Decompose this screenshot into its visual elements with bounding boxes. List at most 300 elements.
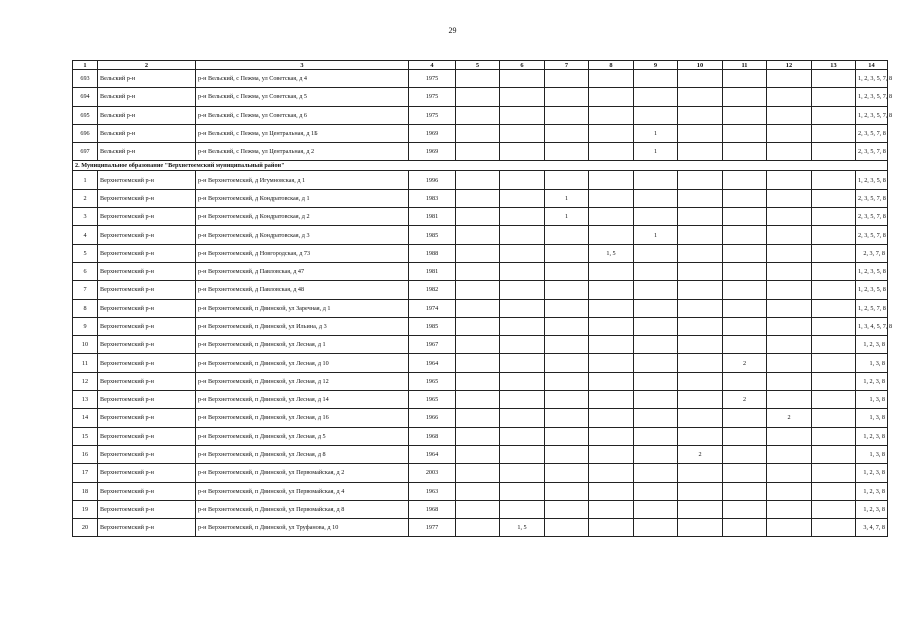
table-cell-col-13 [812,500,856,518]
table-cell-col-1: 16 [73,445,98,463]
table-cell-col-10 [678,500,723,518]
table-cell-col-11 [723,372,767,390]
column-header-1: 1 [73,61,98,70]
table-cell-col-10 [678,317,723,335]
table-cell-col-6 [500,208,545,226]
table-cell-col-13 [812,244,856,262]
table-cell-col-3: р-н Верхнетоемский, п Двинской, ул Лесная, д 12 [196,372,409,390]
table-cell-col-10 [678,106,723,124]
table-cell-col-11 [723,189,767,207]
table-cell-col-7 [545,336,589,354]
table-row [73,70,888,88]
table-row [73,391,888,409]
table-cell-col-6 [500,189,545,207]
column-header-13: 13 [812,61,856,70]
table-cell-col-10 [678,171,723,189]
table-cell-col-8 [589,208,634,226]
table-cell-col-2: Верхнетоемский р-н [98,281,196,299]
table-cell-col-5 [456,500,500,518]
table-cell-col-1: 7 [73,281,98,299]
table-cell-col-12: 2 [767,409,812,427]
table-cell-col-14: 1, 2, 3, 8 [856,500,888,518]
table-cell-col-2: Верхнетоемский р-н [98,208,196,226]
table-cell-col-3: р-н Верхнетоемский, д Игумновская, д 1 [196,171,409,189]
table-cell-col-3: р-н Верхнетоемский, п Двинской, ул Лесная, д 16 [196,409,409,427]
table-row [73,106,888,124]
table-cell-col-6 [500,281,545,299]
table-cell-col-5 [456,519,500,537]
table-cell-col-4: 1996 [409,171,456,189]
table-cell-col-8 [589,464,634,482]
table-cell-col-4: 1983 [409,189,456,207]
table-cell-col-5 [456,372,500,390]
table-cell-col-4: 1985 [409,317,456,335]
table-cell-col-11 [723,208,767,226]
table-cell-col-6 [500,70,545,88]
table-cell-col-12 [767,372,812,390]
table-cell-col-10 [678,281,723,299]
table-cell-col-5 [456,226,500,244]
table-cell-col-9 [634,70,678,88]
table-cell-col-5 [456,299,500,317]
table-cell-col-11 [723,244,767,262]
table-cell-col-4: 1981 [409,208,456,226]
table-cell-col-9 [634,336,678,354]
table-cell-col-5 [456,281,500,299]
table-cell-col-3: р-н Верхнетоемский, п Двинской, ул Первомайская, д 2 [196,464,409,482]
table-cell-col-12 [767,445,812,463]
table-cell-col-10 [678,208,723,226]
table-cell-col-11 [723,500,767,518]
table-cell-col-4: 1969 [409,143,456,161]
table-cell-col-10 [678,336,723,354]
table-cell-col-4: 1964 [409,354,456,372]
table-cell-col-3: р-н Верхнетоемский, п Двинской, ул Лесная, д 14 [196,391,409,409]
table-cell-col-12 [767,317,812,335]
table-cell-col-10 [678,226,723,244]
table-cell-col-1: 693 [73,70,98,88]
table-cell-col-12 [767,106,812,124]
table-cell-col-6 [500,299,545,317]
table-cell-col-4: 1988 [409,244,456,262]
table-cell-col-4: 1965 [409,391,456,409]
table-cell-col-1: 697 [73,143,98,161]
table-cell-col-4: 1969 [409,124,456,142]
table-cell-col-1: 696 [73,124,98,142]
table-cell-col-4: 1975 [409,70,456,88]
table-cell-col-4: 2003 [409,464,456,482]
table-cell-col-11 [723,171,767,189]
table-cell-col-2: Верхнетоемский р-н [98,262,196,280]
table-cell-col-1: 9 [73,317,98,335]
table-cell-col-5 [456,171,500,189]
table-cell-col-3: р-н Верхнетоемский, д Кондратовская, д 2 [196,208,409,226]
table-cell-col-7 [545,299,589,317]
table-cell-col-13 [812,226,856,244]
table-cell-col-9 [634,244,678,262]
table-row [73,208,888,226]
table-cell-col-14: 1, 2, 3, 5, 8 [856,281,888,299]
table-cell-col-14: 2, 3, 5, 7, 8 [856,226,888,244]
table-cell-col-14: 1, 2, 3, 8 [856,482,888,500]
table-cell-col-3: р-н Верхнетоемский, д Павловская, д 48 [196,281,409,299]
table-cell-col-13 [812,482,856,500]
column-header-4: 4 [409,61,456,70]
table-cell-col-7 [545,226,589,244]
table-cell-col-2: Верхнетоемский р-н [98,427,196,445]
table-cell-col-2: Верхнетоемский р-н [98,189,196,207]
table-cell-col-12 [767,354,812,372]
table-cell-col-7 [545,409,589,427]
table-row [73,281,888,299]
table-cell-col-8 [589,281,634,299]
table-cell-col-14: 1, 2, 3, 5, 8 [856,171,888,189]
table-cell-col-9 [634,464,678,482]
table-cell-col-14: 1, 3, 8 [856,354,888,372]
table-cell-col-7 [545,262,589,280]
table-cell-col-5 [456,464,500,482]
table-cell-col-5 [456,106,500,124]
table-cell-col-1: 11 [73,354,98,372]
table-cell-col-11 [723,281,767,299]
table-cell-col-11: 2 [723,391,767,409]
table-cell-col-8 [589,262,634,280]
table-cell-col-10 [678,244,723,262]
table-cell-col-9: 1 [634,143,678,161]
section-header-row [73,161,888,171]
table-cell-col-13 [812,299,856,317]
table-cell-col-9 [634,88,678,106]
register-table [72,60,893,537]
table-cell-col-1: 18 [73,482,98,500]
table-cell-col-8 [589,106,634,124]
column-header-12: 12 [767,61,812,70]
table-cell-col-7 [545,391,589,409]
table-cell-col-9 [634,482,678,500]
table-cell-col-5 [456,143,500,161]
table-cell-col-12 [767,189,812,207]
table-cell-col-14: 1, 3, 8 [856,409,888,427]
table-cell-col-1: 694 [73,88,98,106]
column-header-3: 3 [196,61,409,70]
column-header-10: 10 [678,61,723,70]
table-cell-col-3: р-н Верхнетоемский, п Двинской, ул Заречная, д 1 [196,299,409,317]
table-cell-col-5 [456,409,500,427]
table-cell-col-2: Верхнетоемский р-н [98,519,196,537]
table-cell-col-6 [500,427,545,445]
table-cell-col-10 [678,427,723,445]
table-cell-col-14: 1, 2, 3, 8 [856,336,888,354]
table-cell-col-2: Вельский р-н [98,70,196,88]
table-cell-col-4: 1968 [409,500,456,518]
table-cell-col-2: Верхнетоемский р-н [98,464,196,482]
column-header-11: 11 [723,61,767,70]
table-cell-col-4: 1981 [409,262,456,280]
table-cell-col-5 [456,124,500,142]
table-cell-col-6 [500,482,545,500]
table-cell-col-4: 1967 [409,336,456,354]
table-cell-col-13 [812,464,856,482]
table-cell-col-11 [723,124,767,142]
table-cell-col-9 [634,189,678,207]
table-cell-col-8 [589,391,634,409]
table-cell-col-3: р-н Верхнетоемский, д Павловская, д 47 [196,262,409,280]
table-cell-col-12 [767,208,812,226]
table-row [73,500,888,518]
column-header-6: 6 [500,61,545,70]
table-cell-col-5 [456,445,500,463]
table-cell-col-3: р-н Верхнетоемский, п Двинской, ул Труфанова, д 10 [196,519,409,537]
table-cell-col-9 [634,354,678,372]
table-cell-col-4: 1964 [409,445,456,463]
table-cell-col-8 [589,124,634,142]
table-cell-col-8 [589,409,634,427]
table-cell-col-10 [678,391,723,409]
table-cell-col-11 [723,409,767,427]
table-cell-col-8 [589,427,634,445]
table-row [73,189,888,207]
table-cell-col-7 [545,500,589,518]
table-cell-col-11 [723,88,767,106]
table-cell-col-1: 1 [73,171,98,189]
table-cell-col-2: Верхнетоемский р-н [98,226,196,244]
table-cell-col-13 [812,372,856,390]
table-cell-col-2: Верхнетоемский р-н [98,299,196,317]
table-cell-col-8 [589,299,634,317]
table-cell-col-2: Верхнетоемский р-н [98,317,196,335]
table-row [73,299,888,317]
table-cell-col-6 [500,445,545,463]
table-row [73,482,888,500]
table-cell-col-7 [545,143,589,161]
table-cell-col-11 [723,464,767,482]
table-cell-col-8 [589,500,634,518]
table-row [73,226,888,244]
table-cell-col-8 [589,88,634,106]
table-cell-col-3: р-н Верхнетоемский, п Двинской, ул Ильина, д 3 [196,317,409,335]
table-cell-col-12 [767,482,812,500]
table-cell-col-11 [723,143,767,161]
table-cell-col-2: Верхнетоемский р-н [98,244,196,262]
table-cell-col-2: Верхнетоемский р-н [98,500,196,518]
table-cell-col-7 [545,88,589,106]
table-cell-col-1: 14 [73,409,98,427]
table-cell-col-1: 2 [73,189,98,207]
table-cell-col-10 [678,299,723,317]
table-cell-col-3: р-н Вельский, с Пежма, ул Центральная, д 2 [196,143,409,161]
table-row [73,445,888,463]
column-header-2: 2 [98,61,196,70]
table-cell-col-2: Верхнетоемский р-н [98,171,196,189]
table-cell-col-7: 1 [545,189,589,207]
table-cell-col-7 [545,124,589,142]
table-cell-col-6 [500,106,545,124]
table-cell-col-4: 1982 [409,281,456,299]
table-cell-col-11: 2 [723,354,767,372]
table-cell-col-10 [678,124,723,142]
table-cell-col-8 [589,70,634,88]
table-cell-col-6 [500,244,545,262]
table-cell-col-10 [678,70,723,88]
table-cell-col-9 [634,281,678,299]
table-row [73,519,888,537]
table-cell-col-1: 17 [73,464,98,482]
table-row [73,171,888,189]
table-cell-col-8 [589,519,634,537]
table-cell-col-6: 1, 5 [500,519,545,537]
table-cell-col-7 [545,244,589,262]
table-cell-col-9 [634,317,678,335]
table-cell-col-5 [456,88,500,106]
table-cell-col-1: 12 [73,372,98,390]
table-cell-col-7 [545,519,589,537]
table-cell-col-13 [812,208,856,226]
table-cell-col-1: 10 [73,336,98,354]
table-cell-col-4: 1975 [409,106,456,124]
table-cell-col-1: 6 [73,262,98,280]
table-cell-col-11 [723,317,767,335]
table-cell-col-10 [678,143,723,161]
table-cell-col-3: р-н Верхнетоемский, п Двинской, ул Лесная, д 5 [196,427,409,445]
table-cell-col-12 [767,70,812,88]
table-cell-col-9 [634,372,678,390]
table-cell-col-11 [723,427,767,445]
table-cell-col-13 [812,445,856,463]
table-cell-col-14: 2, 3, 7, 8 [856,244,888,262]
table-cell-col-3: р-н Вельский, с Пежма, ул Советская, д 6 [196,106,409,124]
table-cell-col-11 [723,70,767,88]
table-row [73,317,888,335]
table-cell-col-12 [767,500,812,518]
table-cell-col-2: Верхнетоемский р-н [98,354,196,372]
table-cell-col-2: Верхнетоемский р-н [98,372,196,390]
table-cell-col-14: 2, 3, 5, 7, 8 [856,208,888,226]
table-cell-col-11 [723,519,767,537]
table-cell-col-3: р-н Верхнетоемский, п Двинской, ул Лесная, д 10 [196,354,409,372]
column-header-5: 5 [456,61,500,70]
table-cell-col-2: Вельский р-н [98,88,196,106]
table-cell-col-2: Верхнетоемский р-н [98,336,196,354]
table-cell-col-7 [545,354,589,372]
table-cell-col-8 [589,445,634,463]
table-cell-col-11 [723,226,767,244]
table-cell-col-8 [589,482,634,500]
table-cell-col-6 [500,124,545,142]
table-cell-col-6 [500,354,545,372]
table-header [73,61,888,70]
table-cell-col-4: 1975 [409,88,456,106]
table-cell-col-7 [545,427,589,445]
table-cell-col-8 [589,317,634,335]
table-cell-col-5 [456,244,500,262]
table-cell-col-8 [589,189,634,207]
table-cell-col-12 [767,124,812,142]
table-cell-col-4: 1974 [409,299,456,317]
table-cell-col-6 [500,262,545,280]
table-cell-col-5 [456,391,500,409]
table-cell-col-1: 695 [73,106,98,124]
table-row [73,124,888,142]
column-header-14: 14 [856,61,888,70]
table-cell-col-3: р-н Вельский, с Пежма, ул Советская, д 4 [196,70,409,88]
table-cell-col-4: 1977 [409,519,456,537]
table-cell-col-14: 2, 3, 5, 7, 8 [856,124,888,142]
table-cell-col-8 [589,354,634,372]
table-cell-col-7 [545,482,589,500]
table-cell-col-10 [678,519,723,537]
table-cell-col-7 [545,464,589,482]
table-cell-col-5 [456,317,500,335]
table-cell-col-3: р-н Верхнетоемский, п Двинской, ул Первомайская, д 8 [196,500,409,518]
table-row [73,372,888,390]
table-row [73,143,888,161]
table-cell-col-3: р-н Верхнетоемский, д Кондратовская, д 1 [196,189,409,207]
table-cell-col-5 [456,70,500,88]
table-row [73,354,888,372]
table-cell-col-14: 1, 2, 3, 5, 8 [856,262,888,280]
table-cell-col-1: 8 [73,299,98,317]
table-cell-col-7 [545,281,589,299]
table-cell-col-10 [678,262,723,280]
table-cell-col-9 [634,171,678,189]
table-cell-col-9 [634,106,678,124]
table-cell-col-7 [545,70,589,88]
section-title: 2. Муниципальное образование "Верхнетоемский муниципальный район" [73,161,888,171]
table-cell-col-13 [812,106,856,124]
table-cell-col-10: 2 [678,445,723,463]
table-cell-col-4: 1965 [409,372,456,390]
table-cell-col-6 [500,391,545,409]
table-cell-col-8: 1, 5 [589,244,634,262]
table-cell-col-6 [500,372,545,390]
table-cell-col-9: 1 [634,124,678,142]
table-cell-col-1: 19 [73,500,98,518]
table-cell-col-7: 1 [545,208,589,226]
table-cell-col-13 [812,281,856,299]
table-cell-col-13 [812,336,856,354]
table-cell-col-12 [767,143,812,161]
table-cell-col-3: р-н Вельский, с Пежма, ул Центральная, д 1Б [196,124,409,142]
table-row [73,262,888,280]
table-cell-col-14: 1, 3, 8 [856,445,888,463]
table-row [73,336,888,354]
table-cell-col-6 [500,226,545,244]
table-cell-col-2: Вельский р-н [98,143,196,161]
column-header-7: 7 [545,61,589,70]
table-row [73,464,888,482]
table-cell-col-9 [634,208,678,226]
table-cell-col-6 [500,143,545,161]
table-row [73,88,888,106]
table-cell-col-4: 1968 [409,427,456,445]
table-cell-col-12 [767,262,812,280]
table-cell-col-6 [500,464,545,482]
table-cell-col-13 [812,409,856,427]
table-cell-col-13 [812,189,856,207]
table-cell-col-1: 15 [73,427,98,445]
table-cell-col-10 [678,354,723,372]
table-cell-col-5 [456,354,500,372]
table-cell-col-4: 1985 [409,226,456,244]
table-cell-col-2: Верхнетоемский р-н [98,482,196,500]
table-cell-col-9: 1 [634,226,678,244]
table-cell-col-12 [767,427,812,445]
table-cell-col-12 [767,281,812,299]
table-cell-col-12 [767,391,812,409]
table-cell-col-6 [500,88,545,106]
table-cell-col-3: р-н Верхнетоемский, п Двинской, ул Лесная, д 1 [196,336,409,354]
table-cell-col-10 [678,372,723,390]
